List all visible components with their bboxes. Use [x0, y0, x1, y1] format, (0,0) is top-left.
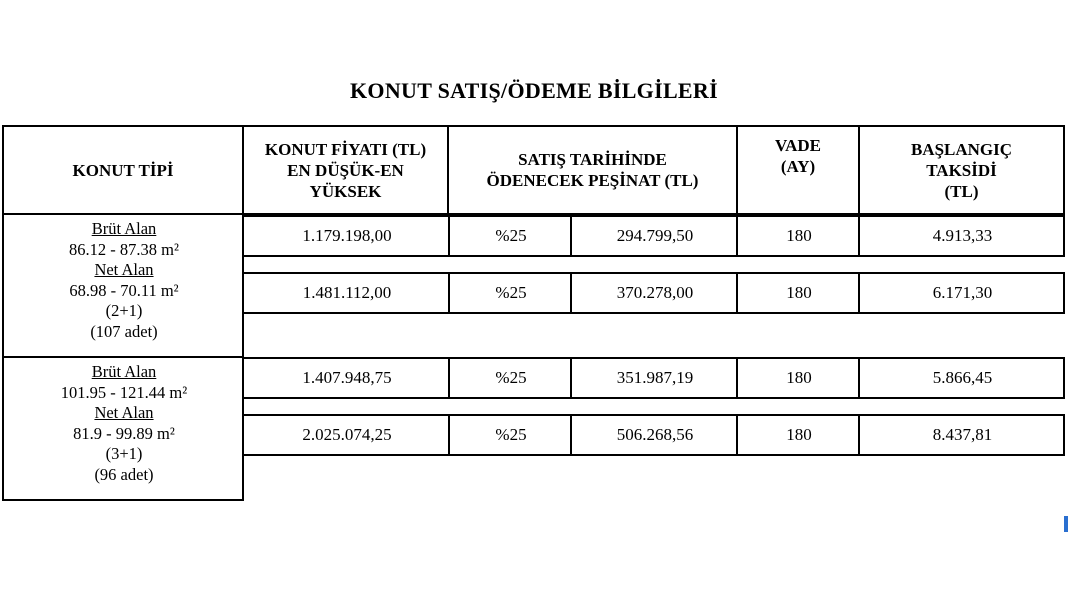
header-konut-tipi [2, 125, 244, 215]
cell-divider [858, 359, 860, 397]
price-row [242, 272, 1065, 314]
edge-artifact [1064, 516, 1068, 532]
price-row [242, 414, 1065, 456]
downpayment-amount-cell: 351.987,19 [616, 368, 694, 387]
header-fiyat-line2: EN DÜŞÜK-EN [287, 160, 404, 180]
unit-count: (107 adet) [90, 321, 158, 341]
net-alan-value: 81.9 - 99.89 m² [73, 423, 175, 443]
cell-divider [570, 416, 572, 454]
header-pesinat-line1: SATIŞ TARİHİNDE [518, 150, 667, 169]
downpayment-rate-cell: %25 [495, 425, 527, 444]
cell-divider [570, 217, 572, 255]
header-taksit-line3: (TL) [944, 181, 979, 201]
downpayment-amount-cell: 294.799,50 [616, 226, 694, 245]
cell-divider [736, 274, 738, 312]
brut-alan-value: 101.95 - 121.44 m² [60, 382, 188, 402]
cell-divider [448, 274, 450, 312]
cell-divider [736, 217, 738, 255]
net-alan-label: Net Alan [94, 260, 154, 280]
price-cell: 2.025.074,25 [302, 425, 392, 444]
header-vade [736, 125, 860, 215]
room-count: (2+1) [105, 301, 143, 321]
page-title: KONUT SATIŞ/ÖDEME BİLGİLERİ [350, 78, 718, 103]
downpayment-rate-cell: %25 [495, 226, 527, 245]
downpayment-rate-cell: %25 [495, 368, 527, 387]
header-taksit [858, 125, 1065, 215]
price-cell: 1.179.198,00 [302, 226, 392, 245]
header-pesinat-line2: ÖDENECEK PEŞİNAT (TL) [486, 171, 699, 190]
konut-tipi-cell-1 [2, 213, 244, 358]
header-fiyat-line3: YÜKSEK [309, 181, 382, 201]
header-taksit-line1: BAŞLANGIÇ [910, 139, 1013, 159]
downpayment-rate-cell: %25 [495, 283, 527, 302]
installment-cell: 8.437,81 [932, 425, 993, 444]
term-cell: 180 [786, 368, 812, 387]
downpayment-amount-cell: 506.268,56 [616, 425, 694, 444]
header-vade-line1: VADE [775, 136, 821, 155]
cell-divider [736, 416, 738, 454]
term-cell: 180 [786, 226, 812, 245]
cell-divider [448, 359, 450, 397]
cell-divider [736, 359, 738, 397]
header-pesinat [447, 125, 738, 215]
price-row [242, 215, 1065, 257]
cell-divider [570, 274, 572, 312]
downpayment-amount-cell: 370.278,00 [616, 283, 694, 302]
price-cell: 1.481.112,00 [302, 283, 392, 302]
cell-divider [570, 359, 572, 397]
header-vade-line2: (AY) [780, 157, 816, 176]
cell-divider [858, 274, 860, 312]
term-cell: 180 [786, 425, 812, 444]
header-taksit-line2: TAKSİDİ [926, 160, 997, 180]
cell-divider [448, 217, 450, 255]
net-alan-label: Net Alan [94, 403, 154, 423]
installment-cell: 6.171,30 [932, 283, 993, 302]
header-fiyat-line1: KONUT FİYATI (TL) [264, 139, 427, 159]
cell-divider [858, 416, 860, 454]
cell-divider [448, 416, 450, 454]
installment-cell: 5.866,45 [932, 368, 993, 387]
header-konut-fiyati [242, 125, 449, 215]
term-cell: 180 [786, 283, 812, 302]
installment-cell: 4.913,33 [932, 226, 993, 245]
price-row [242, 357, 1065, 399]
cell-divider [858, 217, 860, 255]
room-count: (3+1) [105, 444, 143, 464]
unit-count: (96 adet) [94, 464, 154, 484]
header-konut-tipi-label: KONUT TİPİ [72, 160, 174, 180]
brut-alan-value: 86.12 - 87.38 m² [69, 239, 179, 259]
brut-alan-label: Brüt Alan [91, 362, 157, 381]
price-cell: 1.407.948,75 [302, 368, 392, 387]
brut-alan-label: Brüt Alan [91, 219, 157, 238]
konut-tipi-cell-2 [2, 356, 244, 501]
net-alan-value: 68.98 - 70.11 m² [69, 280, 179, 300]
